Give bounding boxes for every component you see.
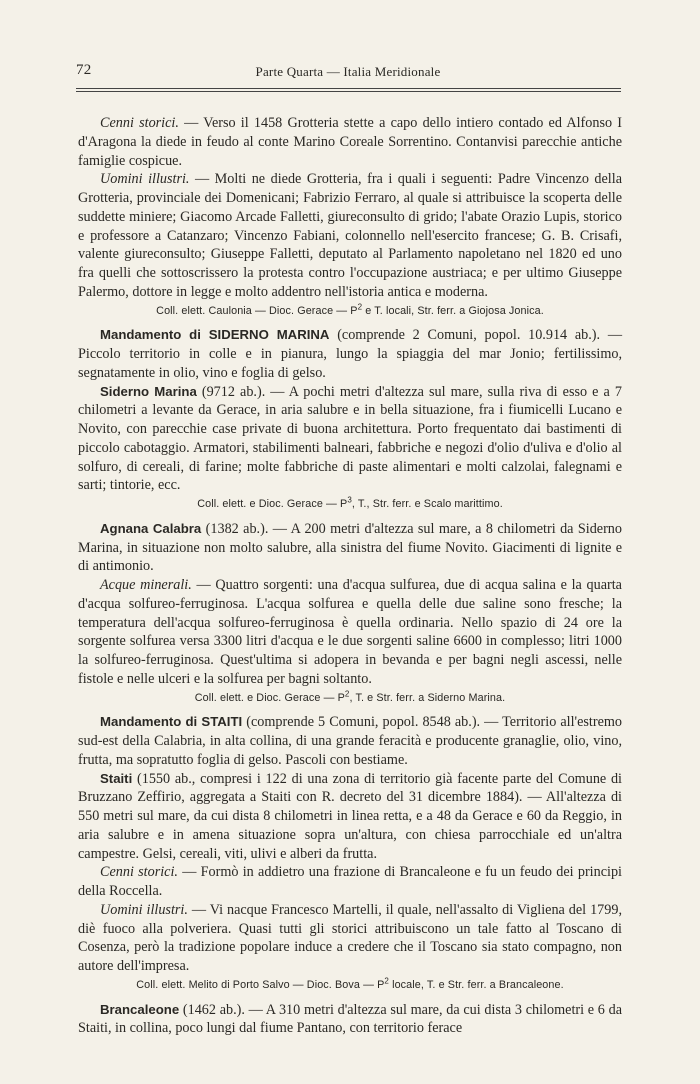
paragraph-text: — Verso il 1458 Grotteria stette a capo dello intiero contado ed Alfonso I d'Aragona la diede in feudo al conte Marino Coreale Sorrentino. Contanvisi parecchie antiche famiglie cospicue. xyxy=(78,115,622,169)
paragraph-text: (1382 ab.). — A 200 metri d'altezza sul mare, a 8 chilometri da Siderno Marina, in situazione non molto salubre, alla sinistra del fiume Novito. Giacimenti di lignite e di antimonio. xyxy=(78,520,622,575)
page-body xyxy=(78,114,622,1038)
paragraph-text: — Vi nacque Francesco Martelli, il quale, nell'assalto di Vigliena del 1799, diè fuoco alla polveriera. Quasi tutti gli storici attribuiscono un tale fatto al Toscano di Cosenza, però la tradizione popolare induce a credere che il Toscano sia stato compagno, non autore dell'impresa. xyxy=(78,901,622,974)
section-label: Uomini illustri. xyxy=(100,171,190,188)
paragraph-uomini-illustri-grotteria xyxy=(78,170,622,301)
paragraph-text: (comprende 2 Comuni, popol. 10.914 ab.). — Piccolo territorio in colle e in pianura, lungo la spiaggia del mar Jonio; fertilissimo, segnatamente in olio, vino e foglia di gelso. xyxy=(78,327,623,381)
entry-heading: Mandamento di SIDERNO MARINA xyxy=(100,327,330,343)
running-header xyxy=(76,62,620,82)
paragraph-mandamento-siderno xyxy=(78,326,622,382)
reference-line: Coll. elett. e Dioc. Gerace — $P^3$, T., Str. ferr. e Scalo marittimo. xyxy=(197,495,503,510)
paragraph-agnana-calabra xyxy=(78,520,622,576)
paragraph-text: (1550 ab., compresi i 122 di una zona di territorio già facente parte del Comune di Bruzzano Zeffirio, aggregata a Staiti con R. decreto del 31 dicembre 1884). — All'altezza di 550 metri sul mare, da cui dista 8 chilometri in linea retta, e a 48 da Gerace e 60 da Reggio, in aria salubre e in amena situazione sopra un'altura, con chiesa parrocchiale ed un'altra campestre. Gelsi, cereali, viti, ulivi e alberi da frutta. xyxy=(78,770,622,862)
section-label: Acque minerali. xyxy=(100,577,192,593)
reference-line: Coll. elett. Caulonia — Dioc. Gerace — $P^2$ e T. locali, Str. ferr. a Giojosa Jonica. xyxy=(156,301,544,317)
paragraph-staiti xyxy=(78,770,622,864)
section-label: Uomini illustri. xyxy=(100,901,188,918)
paragraph-cenni-storici-staiti xyxy=(78,863,622,901)
paragraph-text: — Molti ne diede Grotteria, fra i quali i seguenti: Padre Vincenzo della Grotteria, provinciale dei Domenicani; Fabrizio Ferraro, al quale si attribuisce la scoperta delle suddette miniere; Giacomo Arcade Falletti, giureconsulto di grido; l'abate Orazio Lupis, storico e professore a Catanzaro; Vincenzo Fabiani, colonnello nell'esercito francese; G. B. Crisafi, valente giureconsulto; Giuseppe Falletti, deputato al Parlamento napoletano nel 1820 ed uno fra quelli che sottoscrissero la protesta contro l'occupazione austriaca; e per ultimo Giuseppe Palermo, dottore in legge e molto addentro nell'istoria antica e moderna. xyxy=(78,171,622,300)
entry-heading: Brancaleone xyxy=(100,1001,180,1017)
entry-heading: Mandamento di STAITI xyxy=(100,714,243,730)
paragraph-text: — Quattro sorgenti: una d'acqua sulfurea, due di acqua salina e la quarta d'acqua solfureo-ferruginosa. L'acqua solfurea e quella delle due saline sono fresche; la temperatura dell'acqua solfureo-ferruginosa è quella ordinaria. Nello spazio di 24 ore la sorgente solfurea versa 3300 litri d'acqua e le due sorgenti saline 6600 in complesso; litri 1000 la solfureo-ferruginosa. Quest'ultima si adopera in bevanda e per bagni negli ascessi, nelle fistole e nelle ulceri e la solfurea per bagni soltanto. xyxy=(78,577,622,687)
entry-heading: Staiti xyxy=(100,770,133,786)
paragraph-text: (9712 ab.). — A pochi metri d'altezza sul mare, sulla riva di esso e a 7 chilometri a levante da Gerace, in aria salubre e in bella situazione, fra i fiumicelli Lucano e Novito, con parecchie case private di buona architettura. Porto frequentato dai bastimenti di piccolo cabotaggio. Armatori, stabilimenti balneari, fabbriche e negozi d'olio d'uliva e d'olio al solfuro, di cereali, di farine; molte fabbriche di paste alimentari e molti calzolai, falegnami e sarti; tintorie, ecc. xyxy=(78,383,623,494)
section-label: Cenni storici. xyxy=(100,864,178,881)
entry-heading: Agnana Calabra xyxy=(100,520,202,536)
header-rule xyxy=(76,88,621,89)
entry-heading: Siderno Marina xyxy=(100,383,197,399)
paragraph-mandamento-staiti xyxy=(78,713,622,769)
reference-line: Coll. elett. Melito di Porto Salvo — Dioc. Bova — $P^2$ locale, T. e Str. ferr. a Brancaleone. xyxy=(136,976,564,991)
section-label: Cenni storici. xyxy=(100,115,179,131)
running-title: Parte Quarta — Italia Meridionale xyxy=(255,64,441,79)
paragraph-text: (1462 ab.). — A 310 metri d'altezza sul mare, da cui dista 3 chilometri e 6 da Staiti, in collina, poco lungi dal fiume Pantano, con territorio ferace xyxy=(78,1001,622,1037)
header-rule-double xyxy=(76,91,621,92)
reference-line: Coll. elett. e Dioc. Gerace — $P^2$, T. e Str. ferr. a Siderno Marina. xyxy=(194,688,506,704)
paragraph-text: — Formò in addietro una frazione di Brancaleone e fu un feudo dei principi della Roccella. xyxy=(78,864,622,899)
paragraph-brancaleone xyxy=(78,1001,622,1039)
paragraph-cenni-storici-grotteria xyxy=(78,114,622,170)
paragraph-siderno-marina xyxy=(78,383,622,496)
paragraph-text: (comprende 5 Comuni, popol. 8548 ab.). — Territorio all'estremo sud-est della Calabria, in alta collina, di una grande feracità e producente granaglie, olio, vino, frutta, ma sopratutto foglia di gelso. Pascoli con bestiame. xyxy=(78,714,622,768)
paragraph-uomini-illustri-staiti xyxy=(78,901,622,976)
page-number: 72 xyxy=(76,62,92,78)
paragraph-acque-minerali xyxy=(78,576,622,689)
